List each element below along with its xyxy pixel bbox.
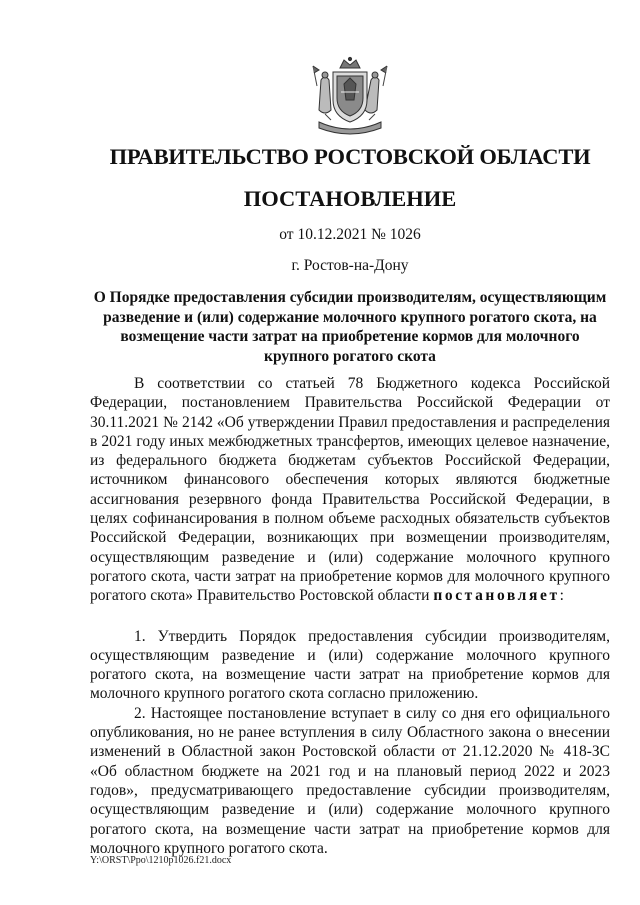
document-type: ПОСТАНОВЛЕНИЕ <box>243 186 457 211</box>
coat-of-arms-emblem <box>311 56 389 140</box>
preamble-text: В соответствии со статьей 78 Бюджетного кодекса Российской Федерации, постановлением Правительства Российской Федерации от 30.11.2021 № 2142 «Об утверждении Правил предоставления и распределения в 2021 году иных межбюджетных трансфертов, имеющих целевое назначение, из федерального бюджета бюджетам субъектов Российской Федерации, источником финансового обеспечения которых являются бюджетные ассигнования резервного фонда Правительства Российской Федерации, в целях софинансирования в полном объеме расходных обязательств субъектов Российской Федерации, возникающих при возмещении производителям, осуществляющим разведение и (или) содержание молочного крупного рогатого скота, части затрат на приобретение кормов для молочного крупного рогатого скота» Правительство Ростовской области <box>90 375 610 605</box>
document-date-number: от 10.12.2021 № 1026 <box>279 226 421 243</box>
resolves-colon: : <box>559 587 564 605</box>
list-item: 2. Настоящее постановление вступает в силу со дня его официального опубликования, но не ранее вступления в силу Областного закона о внесении изменений в Областной закон Ростовской области от 21.12.2020 № 418-ЗС «Об областном бюджете на 2021 год и на плановый период 2022 и 2023 годов», предусматривающего предоставление субсидии производителям, осуществляющим разведение и (или) содержание молочного крупного рогатого скота, на возмещение части затрат на приобретение кормов для молочного крупного рогатого скота. <box>90 704 610 857</box>
resolves-word: постановляет <box>433 587 560 605</box>
document-body <box>90 374 610 858</box>
list-item: 1. Утвердить Порядок предоставления субсидии производителям, осуществляющим разведение и (или) содержание молочного крупного рогатого скота, на возмещение части затрат на приобретение кормов для молочного крупного рогатого скота согласно приложению. <box>90 627 610 703</box>
document-title: О Порядке предоставления субсидии производителям, осуществляющим разведение и (или) содержание молочного крупного рогатого скота, на возмещение части затрат на приобретение кормов для молочного крупного рогатого скота <box>93 289 607 365</box>
file-path-footer: Y:\ORST\Ppo\1210p1026.f21.docx <box>90 855 232 866</box>
organization-name: ПРАВИТЕЛЬСТВО РОСТОВСКОЙ ОБЛАСТИ <box>109 144 591 169</box>
preamble-paragraph <box>90 374 610 606</box>
document-city: г. Ростов-на-Дону <box>291 257 409 274</box>
